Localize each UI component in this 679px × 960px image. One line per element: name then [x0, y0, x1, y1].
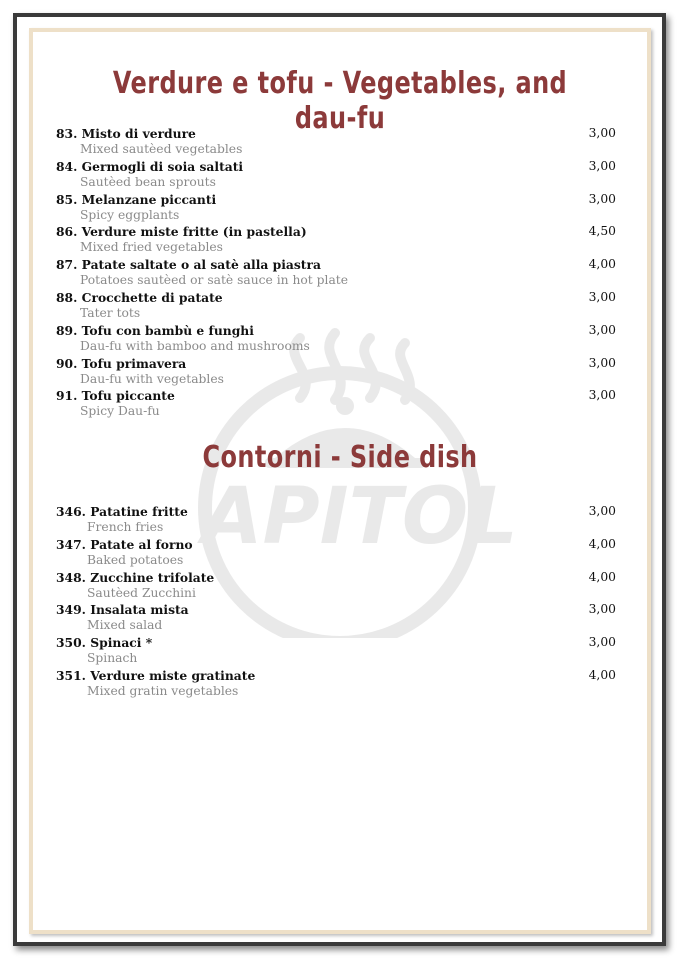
vegetables-menu-list [56, 126, 616, 421]
item-translation: Spicy eggplants [80, 207, 180, 222]
item-name: 89. Tofu con bambù e funghi [56, 322, 254, 338]
item-price: 4,00 [588, 536, 616, 551]
item-price: 4,00 [588, 569, 616, 584]
item-name: 349. Insalata mista [56, 602, 189, 618]
item-price: 3,00 [588, 289, 616, 304]
item-price: 3,00 [588, 504, 616, 518]
item-name: 88. Crocchette di patate [56, 289, 223, 305]
item-translation: Tater tots [80, 305, 141, 320]
item-translation: Baked potatoes [87, 552, 184, 567]
menu-item [56, 192, 616, 225]
item-price: 3,00 [588, 355, 616, 370]
item-translation: Dau-fu with vegetables [80, 371, 224, 386]
menu-item [56, 668, 616, 701]
item-translation: Sautèed bean sprouts [80, 174, 216, 189]
item-name: 348. Zucchine trifolate [56, 569, 215, 585]
item-price: 3,00 [588, 602, 616, 617]
item-name: 85. Melanzane piccanti [56, 191, 217, 207]
section-title-vegetables: Verdure e tofu - Vegetables, and dau-fu [112, 66, 568, 136]
menu-item [56, 537, 616, 570]
menu-item [56, 388, 616, 421]
item-price: 3,00 [588, 126, 616, 140]
item-name: 351. Verdure miste gratinate [56, 667, 256, 683]
item-price: 3,00 [588, 191, 616, 206]
item-translation: Potatoes sautèed or satè sauce in hot plate [80, 273, 349, 288]
item-price: 3,00 [588, 388, 616, 403]
menu-item [56, 159, 616, 192]
item-name: 347. Patate al forno [56, 536, 193, 552]
menu-item [56, 290, 616, 323]
item-name: 84. Germogli di soia saltati [56, 158, 244, 174]
item-name: 91. Tofu piccante [56, 388, 175, 404]
item-translation: French fries [87, 520, 164, 534]
section-title-side-dish: Contorni - Side dish [202, 440, 478, 475]
item-translation: Spinach [87, 651, 138, 666]
menu-item [56, 635, 616, 668]
item-name: 86. Verdure miste fritte (in pastella) [56, 224, 307, 240]
item-price: 3,00 [588, 635, 616, 650]
item-translation: Spicy Dau-fu [80, 404, 160, 419]
item-name: 83. Misto di verdure [56, 126, 196, 141]
menu-item [56, 257, 616, 290]
menu-item [56, 504, 616, 537]
menu-item [56, 602, 616, 635]
item-name: 346. Patatine fritte [56, 504, 188, 519]
item-translation: Mixed salad [87, 618, 163, 633]
item-price: 4,00 [588, 257, 616, 272]
menu-item [56, 323, 616, 356]
item-translation: Mixed sautèed vegetables [80, 142, 243, 156]
menu-item [56, 126, 616, 159]
item-translation: Dau-fu with bamboo and mushrooms [80, 338, 310, 353]
item-price: 3,00 [588, 158, 616, 173]
item-price: 4,00 [588, 667, 616, 682]
item-name: 350. Spinaci * [56, 635, 153, 651]
menu-item [56, 224, 616, 257]
item-name: 90. Tofu primavera [56, 355, 187, 371]
item-price: 4,50 [588, 224, 616, 239]
item-translation: Mixed fried vegetables [80, 240, 223, 255]
menu-item [56, 570, 616, 603]
item-price: 3,00 [588, 322, 616, 337]
item-name: 87. Patate saltate o al satè alla piastra [56, 257, 321, 273]
side-dish-menu-list [56, 504, 616, 701]
item-translation: Sautèed Zucchini [87, 585, 196, 600]
item-translation: Mixed gratin vegetables [87, 683, 239, 698]
menu-item [56, 356, 616, 389]
